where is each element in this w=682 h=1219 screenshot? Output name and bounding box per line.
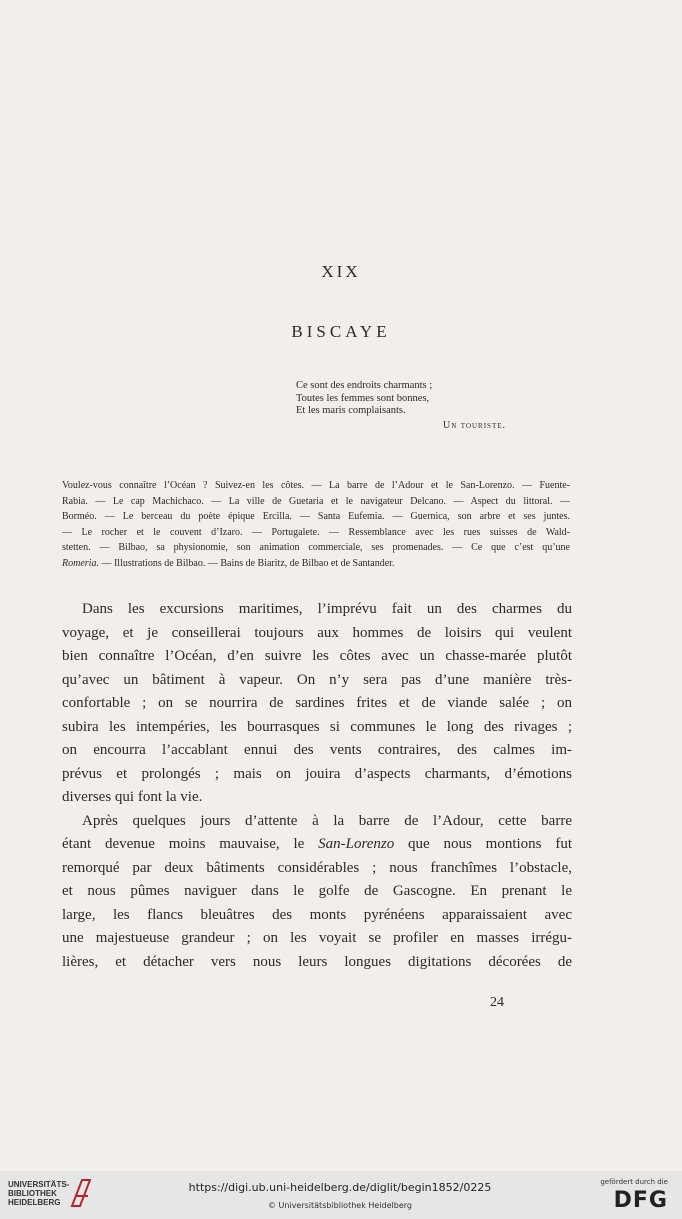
epigraph (296, 380, 506, 432)
body-line: confortable ; on se nourrira de sardines frites et de viande salée ; on (62, 695, 572, 711)
footer-bar (0, 1171, 682, 1219)
summary-line: Voulez-vous connaître l’Océan ? Suivez-en les côtes. — La barre de l’Adour et le San-Lorenzo. — Fuente- (62, 480, 570, 491)
body-line: bien connaître l’Océan, d’en suivre les côtes avec un chasse-marée plutôt (62, 648, 572, 664)
body-line: subira les intempéries, les bourrasques si communes le long des rivages ; (62, 718, 572, 735)
summary-italic: Romeria. (62, 557, 99, 569)
body-text-run: étant devenue moins mauvaise, le (62, 836, 319, 852)
body-italic: San-Lorenzo (318, 836, 395, 852)
body-line: lières, et détacher vers nous leurs longues digitations décorées de (62, 953, 572, 970)
summary-last-line (62, 556, 570, 572)
body-line: qu’avec un bâtiment à vapeur. On n’y sera pas d’une manière très- (62, 671, 572, 688)
body-line: et nous pûmes naviguer dans le golfe de Gascogne. En prenant le (62, 883, 572, 899)
body-line: voyage, et je conseillerai toujours aux hommes de loisirs qui veulent (62, 624, 572, 641)
epigraph-line: Et les maris complaisants. (296, 405, 406, 416)
library-name-line: BIBLIOTHEK (8, 1189, 57, 1198)
library-name-line: HEIDELBERG (8, 1198, 61, 1207)
body-text (62, 598, 572, 974)
dfg-logo[interactable]: DFG (613, 1188, 668, 1213)
library-name-line: UNIVERSITÄTS- (8, 1180, 70, 1189)
funding-label: gefördert durch die (600, 1178, 668, 1186)
body-line: remorqué par deux bâtiments considérables ; nous franchîmes l’obstacle, (62, 859, 572, 876)
body-line: on encourra l’accablant ennui des vents contraires, des calmes im- (62, 742, 572, 758)
body-line: diverses qui font la vie. (62, 789, 203, 805)
chapter-summary (62, 478, 570, 572)
epigraph-line: Toutes les femmes sont bonnes, (296, 392, 430, 404)
summary-line: stetten. — Bilbao, sa physionomie, son animation commerciale, ses promenades. — Ce que c’est qu’une (62, 542, 570, 554)
chapter-title: BISCAYE (291, 322, 391, 341)
summary-line: Borméo. — Le berceau du poète épique Ercilla. — Santa Eufemia. — Guernica, son arbre et ses juntes. (62, 511, 570, 523)
body-text-run: que nous montions fut (394, 836, 572, 852)
library-emblem-icon (68, 1176, 94, 1212)
document-url-link[interactable]: https://digi.ub.uni-heidelberg.de/diglit/begin1852/0225 (188, 1181, 492, 1194)
chapter-number: XIX (321, 262, 361, 281)
summary-line: — Le rocher et le couvent d’Izaro. — Portugalete. — Ressemblance avec les rues suisses de Wald- (62, 526, 570, 538)
body-line: prévus et prolongés ; mais on jouira d’aspects charmants, d’émotions (62, 765, 572, 782)
summary-line-rest: — Illustrations de Bilbao. — Bains de Biaritz, de Bilbao et de Santander. (98, 557, 395, 569)
epigraph-attribution: Un touriste. (443, 419, 506, 431)
body-line: large, les flancs bleuâtres des monts pyrénéens apparaissaient avec (62, 906, 572, 923)
body-line: Après quelques jours d’attente à la barre de l’Adour, cette barre (82, 812, 572, 829)
epigraph-line: Ce sont des endroits charmants ; (296, 380, 433, 391)
body-line (62, 833, 572, 857)
copyright-notice: © Universitätsbibliothek Heidelberg (267, 1201, 412, 1210)
summary-line: Rabia. — Le cap Machichaco. — La ville de Guetaria et le navigateur Delcano. — Aspect du littoral. — (62, 495, 570, 507)
body-line: Dans les excursions maritimes, l’imprévu fait un des charmes du (82, 601, 572, 617)
page-number: 24 (490, 995, 504, 1010)
body-line: une majestueuse grandeur ; on les voyait se profiler en masses irrégu- (62, 930, 572, 946)
